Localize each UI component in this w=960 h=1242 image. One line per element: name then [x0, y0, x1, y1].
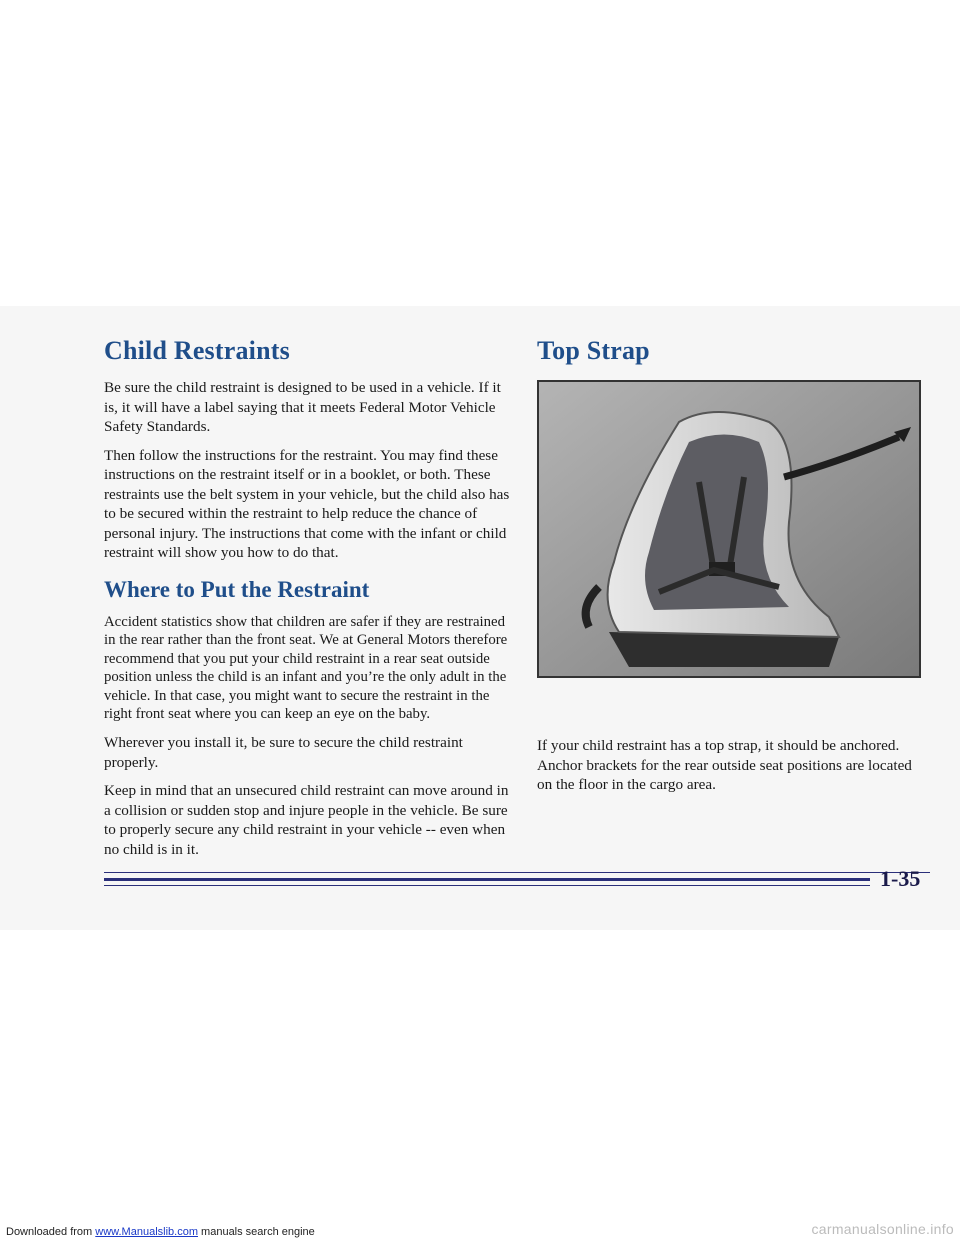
- right-column: [537, 336, 917, 804]
- top-strap-heading: Top Strap: [537, 336, 650, 365]
- footer-rule-thin-lower: [104, 885, 870, 886]
- paragraph-follow-instructions: Then follow the instructions for the restraint. You may find these instructions on the restraint itself or in a booklet, or both. These restraints use the belt system in your vehicle, but the child also has to be secured within the restraint to help reduce the chance of personal injury. The instructions that come with the infant or child restraint will show you how to do that.: [104, 446, 510, 561]
- child-seat-illustration: [539, 382, 919, 676]
- manualslib-link[interactable]: www.Manualslib.com: [95, 1226, 198, 1238]
- footer-rule-thin: [104, 872, 930, 873]
- page-number: 1-35: [880, 866, 921, 891]
- footer-rule-thick: [104, 878, 870, 881]
- footer-suffix: manuals search engine: [201, 1226, 315, 1238]
- left-column: [104, 336, 514, 868]
- paragraph-accident-statistics: Accident statistics show that children are safer if they are restrained in the rear rather than the front seat. We at General Motors therefore recommend that you put your child restraint in a rear seat outside position unless the child is an infant and you’re the only adult in the vehicle. In that case, you might want to secure the restraint in the right front seat where you can keep an eye on the baby.: [104, 613, 508, 723]
- watermark: carmanualsonline.info: [811, 1221, 954, 1237]
- child-seat-photo: [537, 380, 921, 678]
- where-to-put-heading: Where to Put the Restraint: [104, 576, 370, 602]
- paragraph-secure-properly: Wherever you install it, be sure to secure the child restraint properly.: [104, 734, 463, 771]
- paragraph-unsecured-warning: Keep in mind that an unsecured child restraint can move around in a collision or sudden stop and injure people in the vehicle. Be sure to properly secure any child restraint in your vehicle -- even when no child is in it.: [104, 782, 509, 858]
- paragraph-top-strap: If your child restraint has a top strap, it should be anchored. Anchor brackets for the rear outside seat positions are located on the floor in the cargo area.: [537, 737, 912, 793]
- paragraph-label-requirement: Be sure the child restraint is designed to be used in a vehicle. If it is, it will have a label saying that it meets Federal Motor Vehicle Safety Standards.: [104, 379, 501, 435]
- downloaded-prefix: Downloaded from: [6, 1226, 93, 1238]
- download-footer: [6, 1226, 315, 1238]
- child-restraints-heading: Child Restraints: [104, 336, 290, 365]
